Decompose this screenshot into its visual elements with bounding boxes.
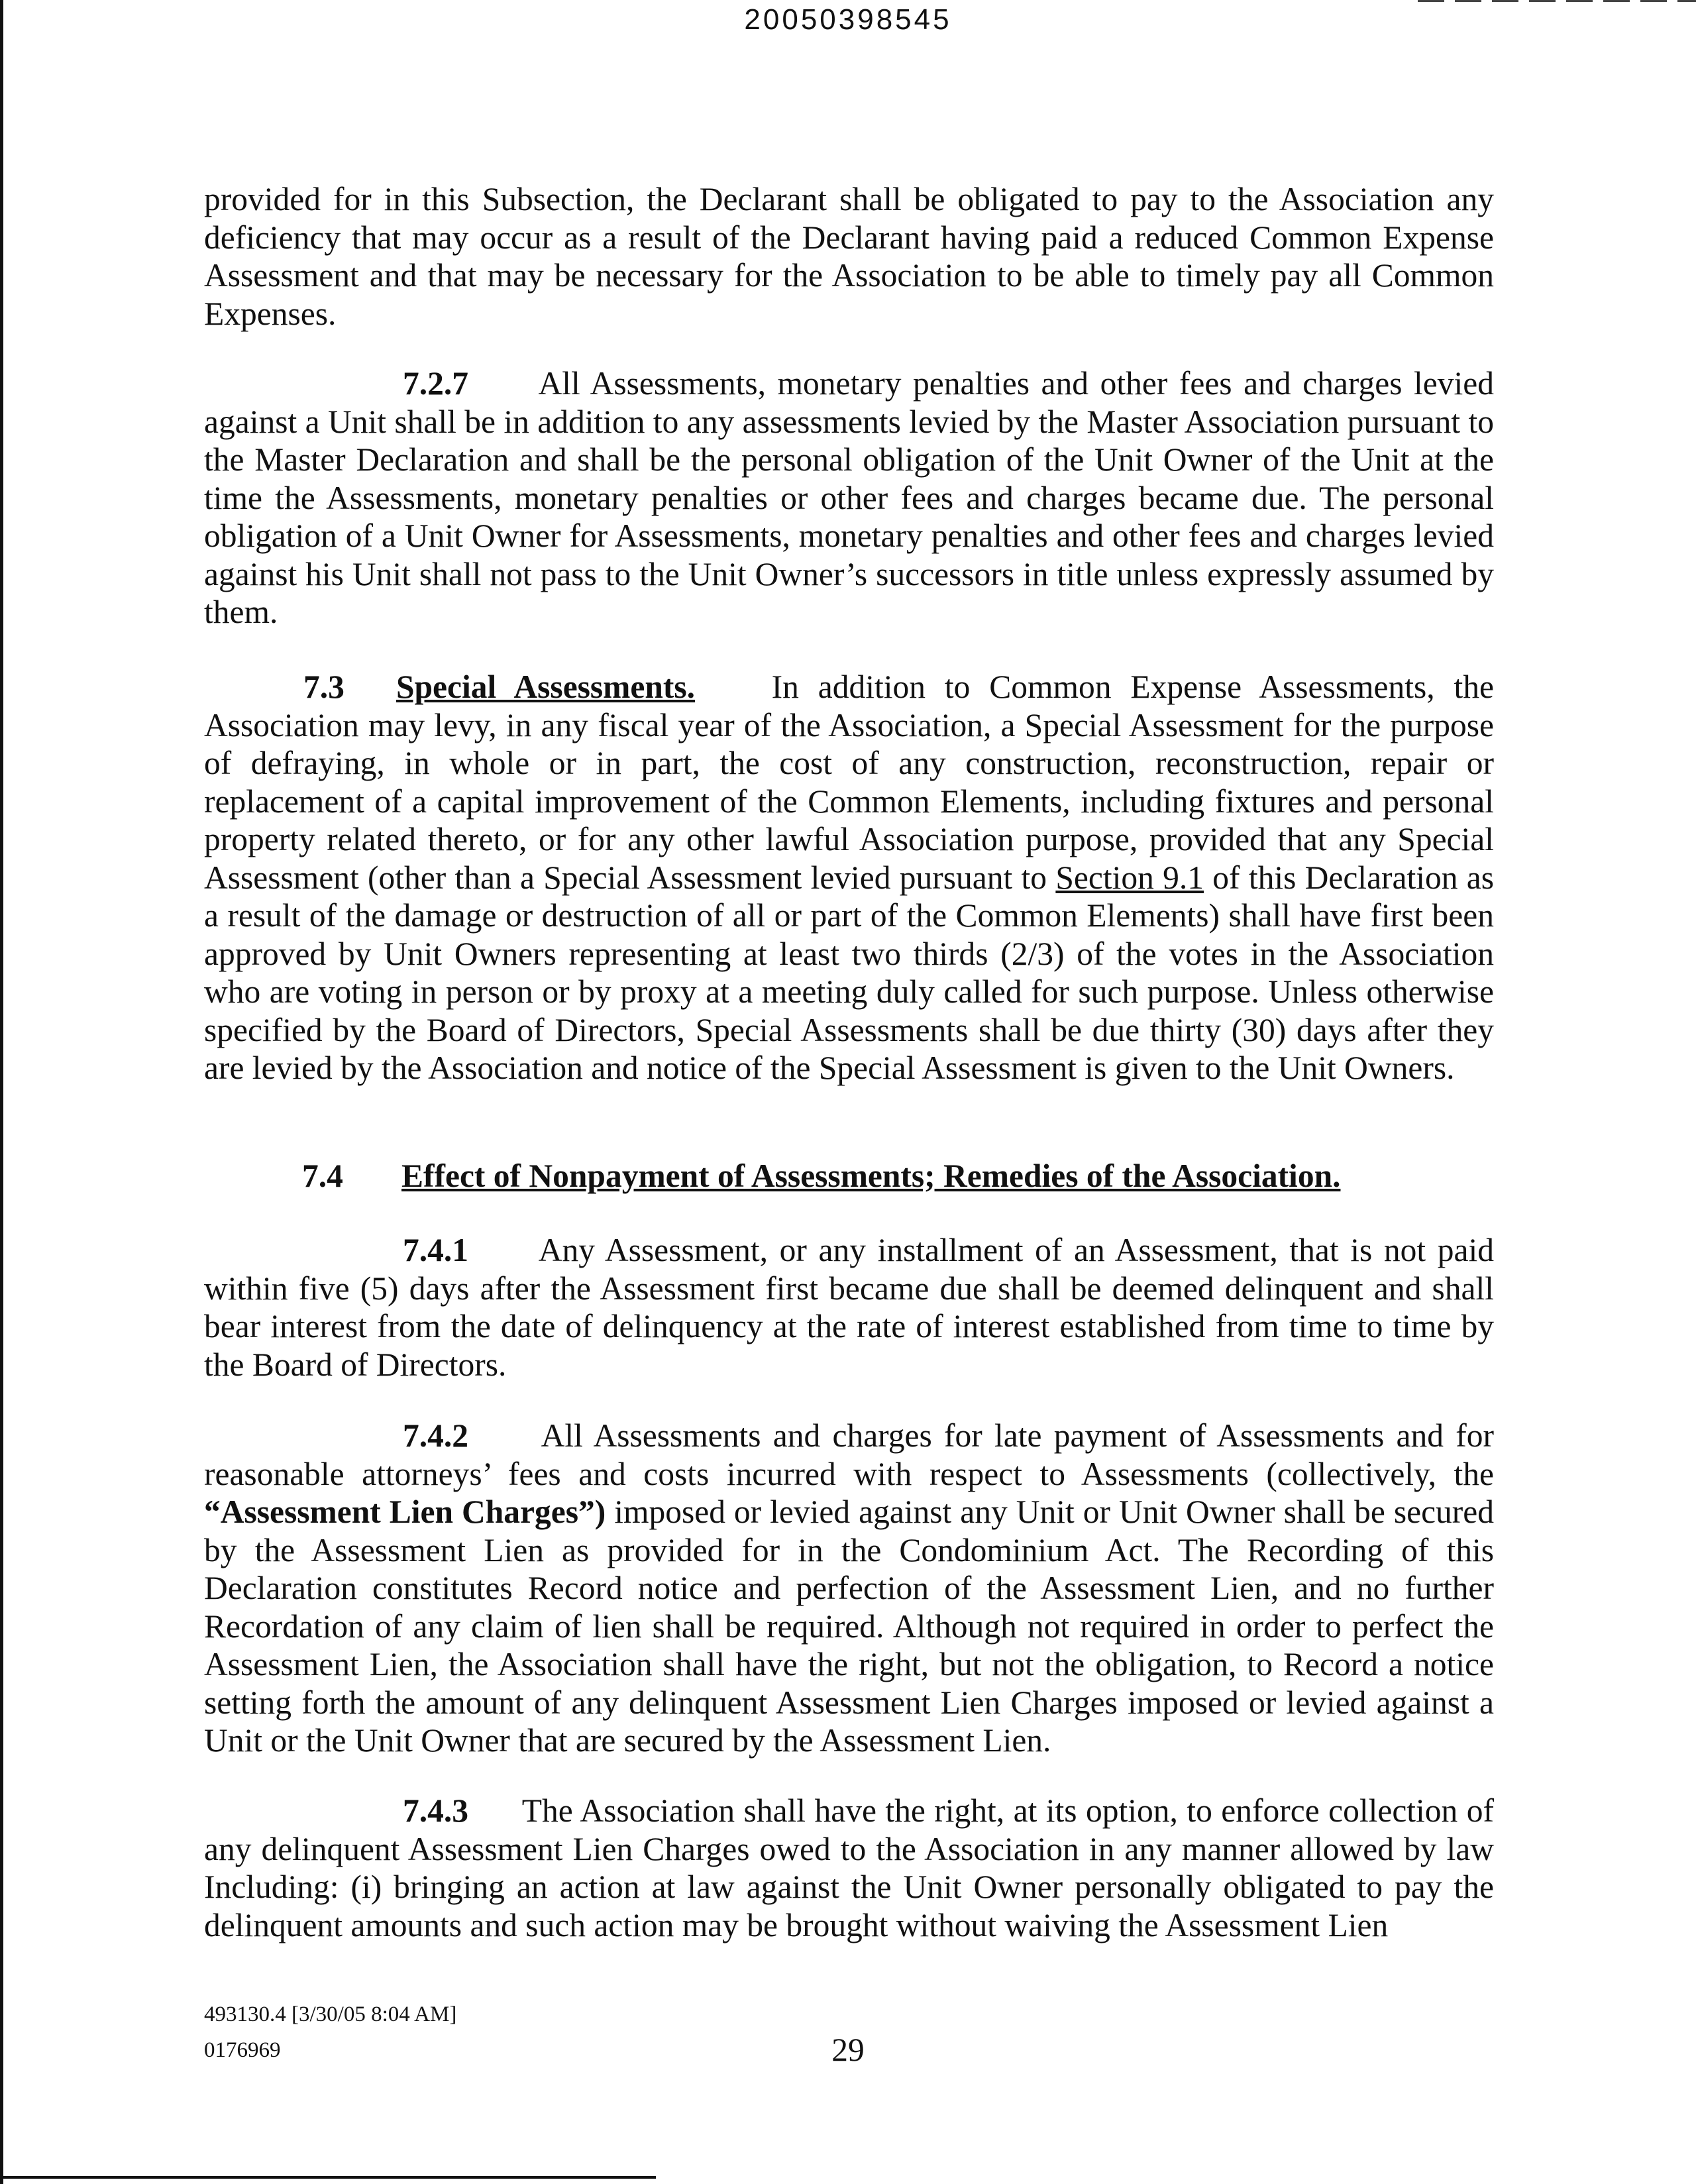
footer-client-number: 0176969 [204, 2038, 281, 2062]
page-number: 29 [831, 2032, 865, 2068]
section-number: 7.3 [303, 669, 344, 705]
section-text: Any Assessment, or any installment of an Assessment, that is not paid within five (5) days after the Assessment first became due shall be deemed delinquent and shall bear interest from the date of delinquency at the rate of interest established from time to time by the Board of Directors. [204, 1232, 1494, 1383]
section-text-after: imposed or levied against any Unit or Unit Owner shall be secured by the Assessment Lien as provided for in the Condominium Act. The Recording of this Declaration constitutes Record notice and perfection of the Assessment Lien, and no further Recordation of any claim of lien shall be required. Although not required in order to perfect the Assessment Lien, the Association shall have the right, but not the obligation, to Record a notice setting forth the amount of any delinquent Assessment Lien Charges imposed or levied against a Unit or the Unit Owner that are secured by the Assessment Lien. [204, 1494, 1494, 1759]
section-number: 7.2.7 [403, 365, 468, 402]
section-7-4-3 [204, 1792, 1494, 1944]
page-border-bottom [0, 2176, 656, 2179]
section-text-before: All Assessments and charges for late payment of Assessments and for reasonable attorneys’ fees and costs incurred with respect to Assessments (collectively, the [204, 1417, 1494, 1492]
defined-term: “Assessment Lien Charges”) [204, 1494, 606, 1530]
section-text: The Association shall have the right, at its option, to enforce collection of any delinquent Assessment Lien Charges owed to the Association in any manner allowed by law Including: (i) bringing an action at law against the Unit Owner personally obligated to pay the delinquent amounts and such action may be brought without waiving the Assessment Lien [204, 1792, 1494, 1943]
section-number: 7.4.2 [403, 1417, 468, 1454]
section-7-2-7 [204, 364, 1494, 631]
section-title: Effect of Nonpayment of Assessments; Remedies of the Association. [401, 1158, 1341, 1194]
section-text-before: In addition to Common Expense Assessments, the Association may levy, in any fiscal year of the Association, a Special Assessment for the purpose of defraying, in whole or in part, the cost of any construction, reconstruction, repair or replacement of a capital improvement of the Common Elements, including fixtures and personal property related thereto, or for any other lawful Association purpose, provided that any Special Assessment (other than a Special Assessment levied pursuant to [204, 669, 1494, 896]
section-cross-reference: Section 9.1 [1055, 859, 1204, 896]
section-number: 7.4 [302, 1158, 343, 1194]
section-text-after: of this Declaration as a result of the damage or destruction of all or part of the Common Elements) shall have first been approved by Unit Owners representing at least two thirds (2/3) of the votes in the Association who are voting in person or by proxy at a meeting duly called for such purpose. Unless otherwise specified by the Board of Directors, Special Assessments shall be due thirty (30) days after they are levied by the Association and notice of the Special Assessment is given to the Unit Owners. [204, 859, 1495, 1086]
section-text: All Assessments, monetary penalties and other fees and charges levied against a Unit shall be in addition to any assessments levied by the Master Association pursuant to the Master Declaration and shall be the personal obligation of the Unit Owner of the Unit at the time the Assessments, monetary penalties or other fees and charges became due. The personal obligation of a Unit Owner for Assessments, monetary penalties and other fees and charges levied against his Unit shall not pass to the Unit Owner’s successors in title unless expressly assumed by them. [204, 365, 1494, 630]
section-7-4-2 [204, 1417, 1494, 1760]
section-title: Special Assessments. [396, 669, 696, 705]
footer-document-reference: 493130.4 [3/30/05 8:04 AM] [204, 2002, 457, 2026]
section-number: 7.4.3 [403, 1792, 468, 1829]
section-7-4-1 [204, 1231, 1494, 1384]
paragraph-continuation: provided for in this Subsection, the Declarant shall be obligated to pay to the Association any deficiency that may occur as a result of the Declarant having paid a reduced Common Expense Assessment and that may be necessary for the Association to be able to timely pay all Common Expenses. [204, 181, 1494, 332]
page-border-left [0, 0, 3, 2184]
section-7-4-heading [302, 1157, 1340, 1195]
document-number: 20050398545 [744, 3, 952, 36]
section-7-3 [204, 668, 1494, 1087]
section-number: 7.4.1 [403, 1232, 468, 1268]
